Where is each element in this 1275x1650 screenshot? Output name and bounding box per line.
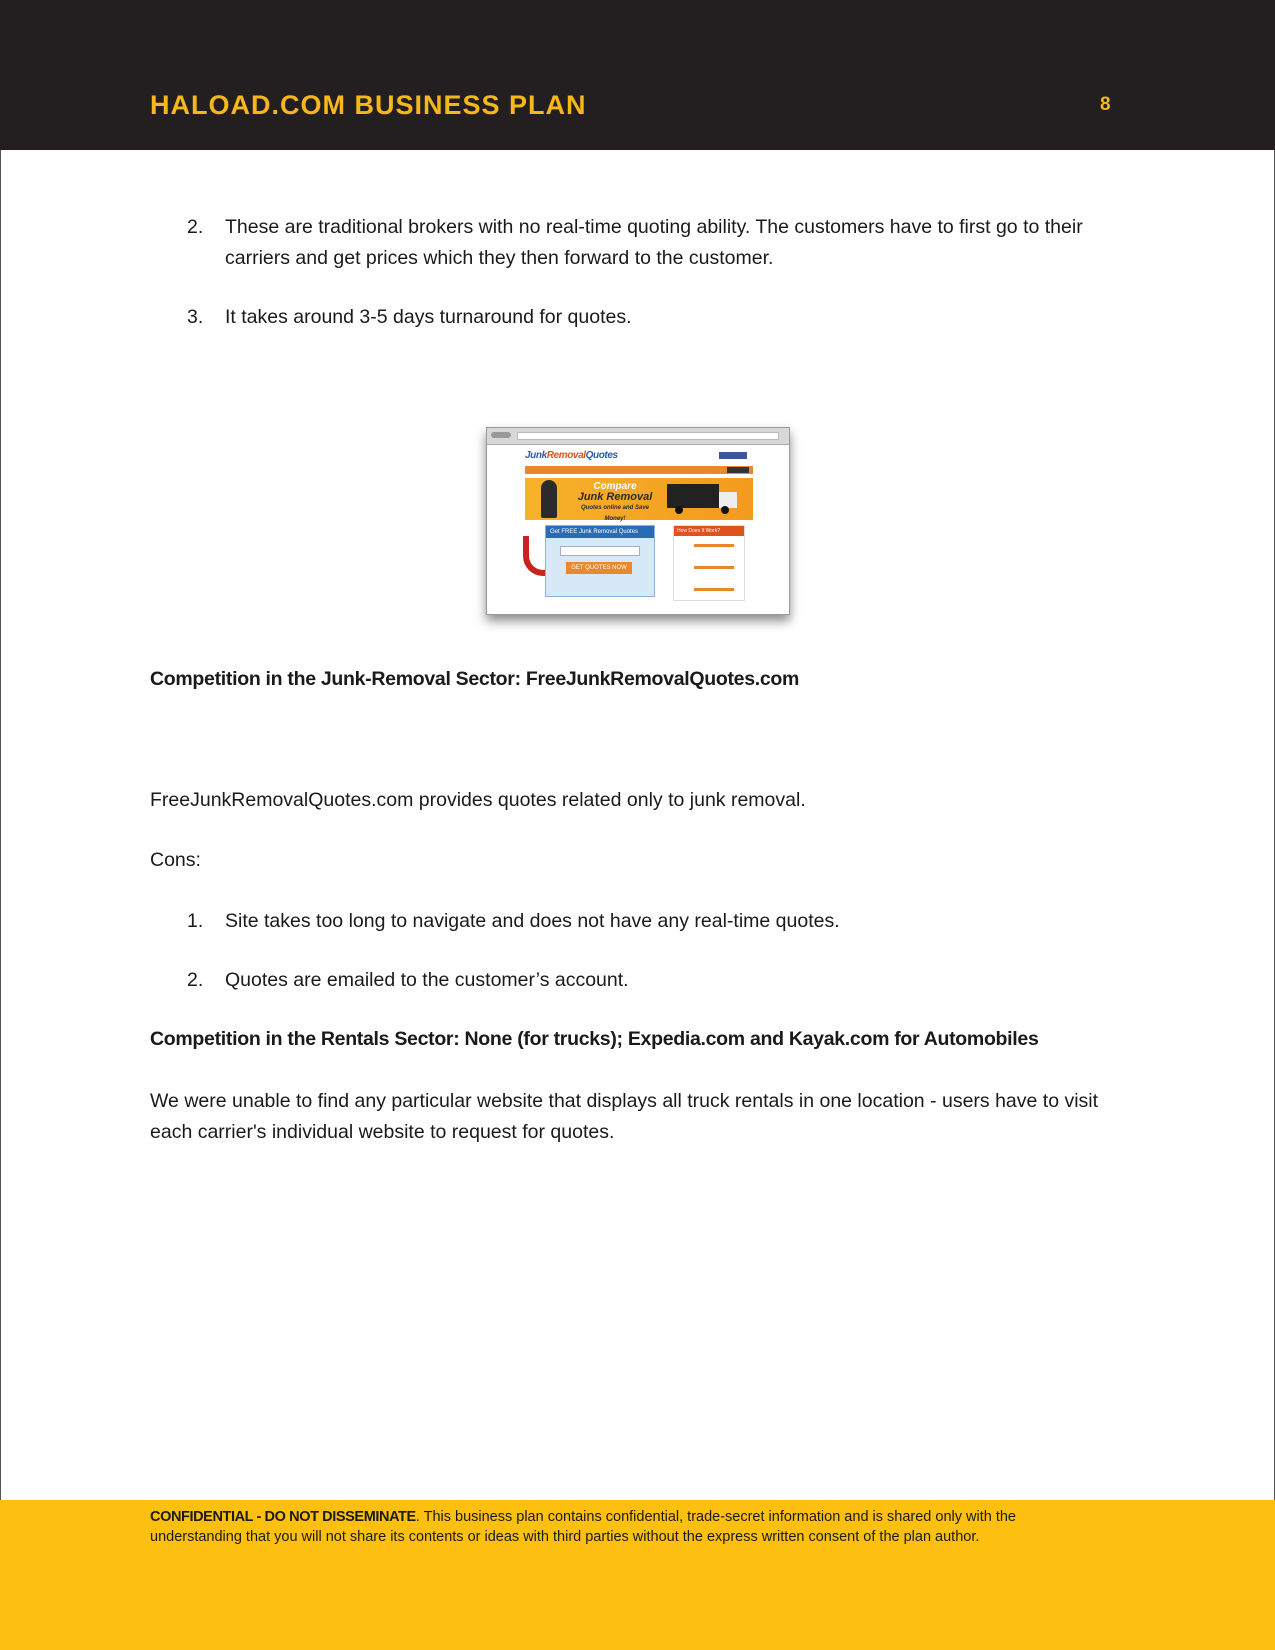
address-bar (517, 432, 779, 440)
window-controls-icon (491, 432, 511, 438)
banner-text: Compare Junk Removal Quotes online and Save Money! (577, 481, 653, 522)
list-text: It takes around 3-5 days turnaround for quotes. (225, 306, 632, 328)
how-it-works-box (673, 525, 745, 601)
confidentiality-notice (150, 1507, 1090, 1547)
list-text: Quotes are emailed to the customer’s account. (225, 969, 629, 991)
list-number: 2. (187, 216, 204, 238)
social-icons (719, 452, 747, 459)
browser-toolbar (487, 428, 789, 445)
person-silhouette-icon (541, 480, 557, 518)
confidential-label: CONFIDENTIAL - DO NOT DISSEMINATE (150, 1509, 416, 1525)
site-logo: JunkRemovalQuotes (525, 450, 618, 461)
quote-form-title: Get FREE Junk Removal Quotes (546, 526, 654, 538)
list-text: Site takes too long to navigate and does not have any real-time quotes. (225, 910, 840, 932)
get-quotes-button: GET QUOTES NOW (566, 562, 632, 574)
page-header (0, 0, 1275, 150)
confidential-text: . This business plan contains confidential, trade-secret information and is shared only with the understanding that you will not share its contents or ideas with third parties without the express written consent of the plan author. (150, 1509, 1016, 1545)
junk-removal-description: FreeJunkRemovalQuotes.com provides quotes related only to junk removal. (150, 789, 806, 811)
how-it-works-title: How Does It Work? (674, 526, 744, 536)
list-number: 1. (187, 910, 204, 932)
list-number: 2. (187, 969, 204, 991)
rentals-description: We were unable to find any particular website that displays all truck rentals in one location - users have to visit each carrier's individual website to request for quotes. (150, 1090, 1099, 1143)
site-banner (525, 478, 753, 520)
list-text: These are traditional brokers with no real-time quoting ability. The customers have to first go to their carriers and get prices which they then forward to the customer. (225, 216, 1083, 269)
rentals-heading: Competition in the Rentals Sector: None (for trucks); Expedia.com and Kayak.com for Automobiles (150, 1028, 1039, 1050)
site-navbar (525, 466, 753, 474)
page-number: 8 (1100, 94, 1111, 115)
quote-form (545, 525, 655, 597)
truck-icon (667, 484, 737, 514)
cons-label: Cons: (150, 849, 201, 871)
confidentiality-footer (0, 1500, 1275, 1650)
website-screenshot (486, 427, 790, 615)
list-number: 3. (187, 306, 204, 328)
junk-removal-heading: Competition in the Junk-Removal Sector: FreeJunkRemovalQuotes.com (150, 668, 800, 690)
document-title: HALOAD.COM BUSINESS PLAN (150, 90, 587, 120)
zip-input (560, 546, 640, 556)
